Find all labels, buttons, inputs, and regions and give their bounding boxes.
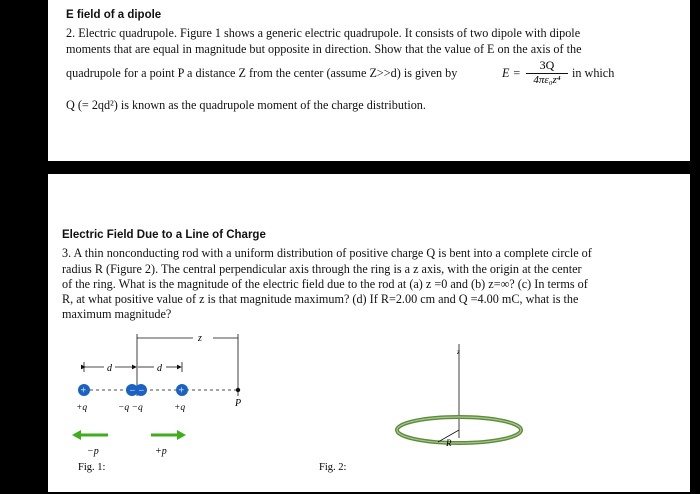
svg-text:+: + <box>80 385 87 397</box>
z-label: z <box>198 333 202 344</box>
p-label: P <box>235 398 242 409</box>
quadrupole-fraction <box>526 58 568 86</box>
neg-p-label: −p <box>87 446 99 457</box>
svg-text:−: − <box>129 385 136 397</box>
heading-line-charge: Electric Field Due to a Line of Charge <box>62 229 266 241</box>
figure-1-quadrupole <box>72 333 241 473</box>
svg-text:+: + <box>178 385 185 397</box>
d-label-2: d <box>157 363 162 374</box>
pos-p-label: +p <box>155 446 167 457</box>
d-label-1: d <box>107 363 112 374</box>
q2-line-3a: quadrupole for a point P a distance Z from the center (assume Z>>d) is given by <box>66 66 458 80</box>
eq-lhs: E = <box>502 66 521 80</box>
radius-label: R <box>446 438 452 448</box>
figures-area <box>48 324 690 494</box>
point-p <box>236 388 240 392</box>
question-3-panel <box>48 174 690 492</box>
q3-line-4: R, at what positive value of z is that magnitude maximum? (d) If R=2.00 cm and Q =4.00 mC, what is the <box>62 292 579 306</box>
fraction-denominator: 4πε₀z⁴ <box>526 73 568 86</box>
q2-line-2: moments that are equal in magnitude but opposite in direction. Show that the value of E on the axis of the <box>66 42 582 56</box>
heading-dipole: E field of a dipole <box>66 9 162 21</box>
q2-line-3b: in which <box>572 66 615 80</box>
q2-line-1: 2. Electric quadrupole. Figure 1 shows a generic electric quadrupole. It consists of two dipole with dipole <box>66 26 581 40</box>
fraction-numerator: 3Q <box>539 58 555 72</box>
plus-q-right-label: +q <box>174 403 186 413</box>
svg-text:−: − <box>138 385 145 397</box>
fig-2-caption: Fig. 2: <box>319 462 347 473</box>
q2-line-4: Q (= 2qd²) is known as the quadrupole moment of the charge distribution. <box>66 98 426 112</box>
plus-q-left-label: +q <box>76 403 88 413</box>
figure-2-ring <box>319 344 521 473</box>
ring-z-label: z <box>457 348 460 356</box>
q3-line-2: radius R (Figure 2). The central perpendicular axis through the ring is a z axis, with the origin at the center <box>62 262 582 276</box>
fig-1-caption: Fig. 1: <box>78 462 106 473</box>
q3-line-1: 3. A thin nonconducting rod with a uniform distribution of positive charge Q is bent into a complete circle of <box>62 246 592 260</box>
minus-q-label: −q −q <box>118 403 143 413</box>
q3-line-5: maximum magnitude? <box>62 307 172 321</box>
q3-line-3: of the ring. What is the magnitude of the electric field due to the rod at (a) z =0 and (b) z=∞? (c) In terms of <box>62 277 588 291</box>
question-2-panel <box>48 0 690 161</box>
